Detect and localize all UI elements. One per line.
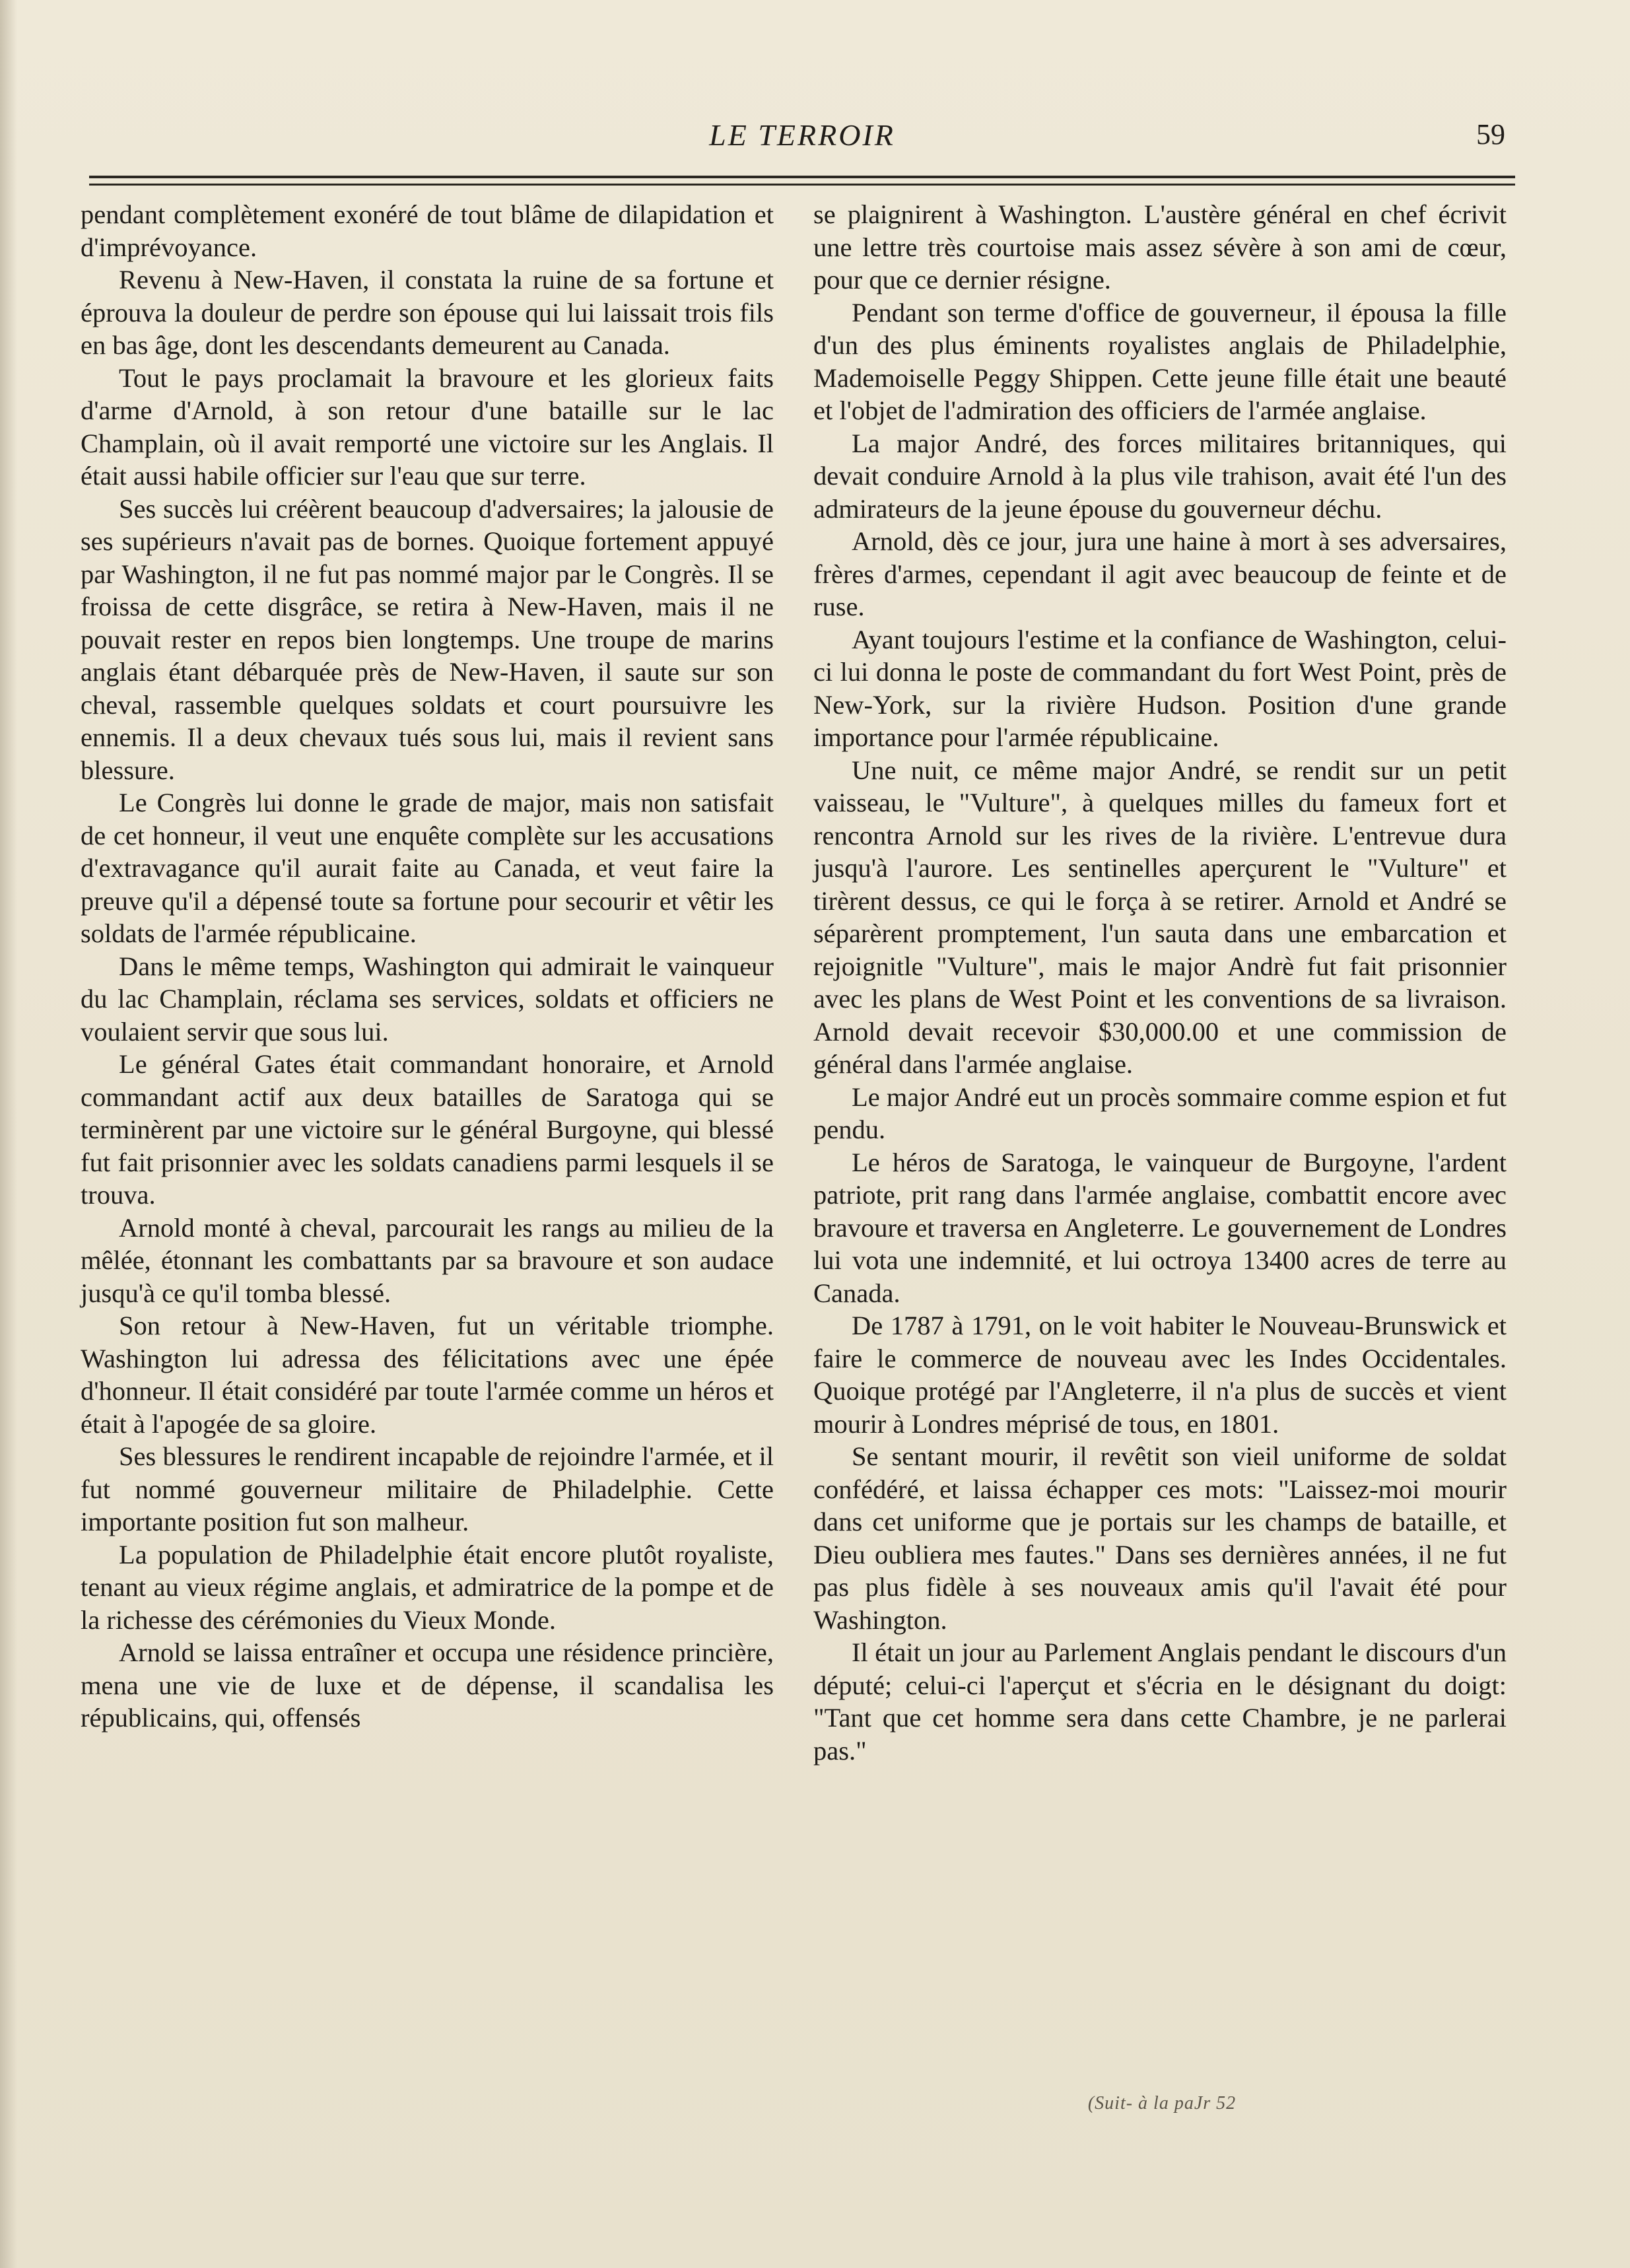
paragraph: Ses blessures le rendirent incapable de rejoindre l'armée, et il fut nommé gouverneur militaire de Philadelphie. Cette importante position fut son malheur. (81, 1441, 774, 1536)
continuation-note: (Suit- à la paJr 52 (1087, 2093, 1237, 2113)
paragraph: Revenu à New-Haven, il constata la ruine de sa fortune et éprouva la douleur de perdre son épouse qui lui laissait trois fils en bas âge, dont les descendants demeurent au Canada. (81, 265, 774, 360)
page-number: 59 (1476, 118, 1505, 151)
paragraph: se plaignirent à Washington. L'austère général en chef écrivit une lettre très courtoise mais assez sévère à son ami de cœur, pour que ce dernier résigne. (813, 199, 1507, 294)
paragraph: Arnold, dès ce jour, jura une haine à mort à ses adversaires, frères d'armes, cependant il agit avec beaucoup de feinte et de ruse. (813, 526, 1507, 621)
paragraph: La population de Philadelphie était encore plutôt royaliste, tenant au vieux régime anglais, et admiratrice de la pompe et de la richesse des cérémonies du Vieux Monde. (81, 1539, 774, 1635)
paragraph: Tout le pays proclamait la bravoure et les glorieux faits d'arme d'Arnold, à son retour d'une bataille sur le lac Champlain, où il avait remporté une victoire sur les Anglais. Il était aussi habile officier sur l'eau que sur terre. (81, 362, 774, 491)
paragraph: De 1787 à 1791, on le voit habiter le Nouveau-Brunswick et faire le commerce de nouveau avec les Indes Occidentales. Quoique protégé par l'Angleterre, il n'a plus de succès et vient mourir à Londres méprisé de tous, en 1801. (813, 1311, 1507, 1439)
running-title: LE TERROIR (709, 118, 895, 152)
paragraph: Pendant son terme d'office de gouverneur, il épousa la fille d'un des plus éminents royalistes anglais de Philadelphie, Mademoiselle Peggy Shippen. Cette jeune fille était une beauté et l'objet de l'admiration des officiers de l'armée anglaise. (813, 297, 1507, 425)
paragraph: Arnold se laissa entraîner et occupa une résidence princière, mena une vie de luxe et de dépense, il scandalisa les républicains, qui, offensés (81, 1637, 774, 1733)
paragraph: Le héros de Saratoga, le vainqueur de Burgoyne, l'ardent patriote, prit rang dans l'armée anglaise, combattit encore avec bravoure et traversa en Angleterre. Le gouvernement de Londres lui vota une indemnité, et lui octroya 13400 acres de terre au Canada. (813, 1147, 1507, 1308)
paragraph: Ses succès lui créèrent beaucoup d'adversaires; la jalousie de ses supérieurs n'avait pas de bornes. Quoique fortement appuyé par Washington, il ne fut pas nommé major par le Congrès. Il se froissa de cette disgrâce, se retira à New-Haven, mais il ne pouvait rester en repos bien longtemps. Une troupe de marins anglais étant débarquée près de New-Haven, il saute sur son cheval, rassemble quelques soldats et court poursuivre les ennemis. Il a deux chevaux tués sous lui, mais il revient sans blessure. (81, 493, 774, 785)
paragraph: Son retour à New-Haven, fut un véritable triomphe. Washington lui adressa des félicitations avec une épée d'honneur. Il était considéré par toute l'armée comme un héros et était à l'apogée de sa gloire. (81, 1311, 774, 1439)
paragraph: Se sentant mourir, il revêtit son vieil uniforme de soldat confédéré, et laissa échapper ces mots: "Laissez-moi mourir dans cet uniforme que je portais sur les champs de bataille, et Dieu oubliera mes fautes." Dans ses dernières années, il ne fut pas plus fidèle à ses nouveaux amis qu'il l'avait été pour Washington. (813, 1441, 1507, 1635)
right-column (813, 198, 1507, 1767)
paragraph: Le Congrès lui donne le grade de major, mais non satisfait de cet honneur, il veut une enquête complète sur les accusations d'extravagance qu'il aurait faite au Canada, et veut faire la preuve qu'il a dépensé toute sa fortune pour secourir et vêtir les soldats de l'armée républicaine. (81, 788, 774, 948)
paragraph: Une nuit, ce même major André, se rendit sur un petit vaisseau, le "Vulture", à quelques milles du fameux fort et rencontra Arnold sur les rives de la rivière. L'entrevue dura jusqu'à l'aurore. Les sentinelles aperçurent le "Vulture" et tirèrent dessus, ce qui le força à se retirer. Arnold et André se séparèrent promptement, l'un sauta dans une embarcation et rejoignitle "Vulture", mais le major Andrè fut fait prisonnier avec les plans de West Point et les conventions de sa livraison. Arnold devait recevoir $30,000.00 et une commission de général dans l'armée anglaise. (813, 755, 1507, 1079)
paragraph: Arnold monté à cheval, parcourait les rangs au milieu de la mêlée, étonnant les combattants par sa bravoure et son audace jusqu'à ce qu'il tomba blessé. (81, 1212, 774, 1308)
left-column (81, 198, 774, 1735)
paragraph: La major André, des forces militaires britanniques, qui devait conduire Arnold à la plus vile trahison, avait été l'un des admirateurs de la jeune épouse du gouverneur déchu. (813, 428, 1507, 524)
paragraph: pendant complètement exonéré de tout blâme de dilapidation et d'imprévoyance. (81, 199, 774, 262)
paragraph: Le général Gates était commandant honoraire, et Arnold commandant actif aux deux batailles de Saratoga qui se terminèrent par une victoire sur le général Burgoyne, qui blessé fut fait prisonnier avec les soldats canadiens parmi lesquels il se trouva. (81, 1049, 774, 1210)
page-edge-shadow (0, 0, 17, 2268)
paragraph: Ayant toujours l'estime et la confiance de Washington, celui-ci lui donna le poste de commandant du fort West Point, près de New-York, sur la rivière Hudson. Position d'une grande importance pour l'armée républicaine. (813, 624, 1507, 752)
header-rule-thick (89, 176, 1515, 178)
paragraph: Il était un jour au Parlement Anglais pendant le discours d'un député; celui-ci l'aperçut et s'écria en le désignant du doigt: "Tant que cet homme sera dans cette Chambre, je ne parlerai pas." (813, 1637, 1507, 1766)
paragraph: Le major André eut un procès sommaire comme espion et fut pendu. (813, 1082, 1507, 1144)
paragraph: Dans le même temps, Washington qui admirait le vainqueur du lac Champlain, réclama ses services, soldats et officiers ne voulaient servir que sous lui. (81, 951, 774, 1047)
header-rule-thin (89, 184, 1515, 186)
